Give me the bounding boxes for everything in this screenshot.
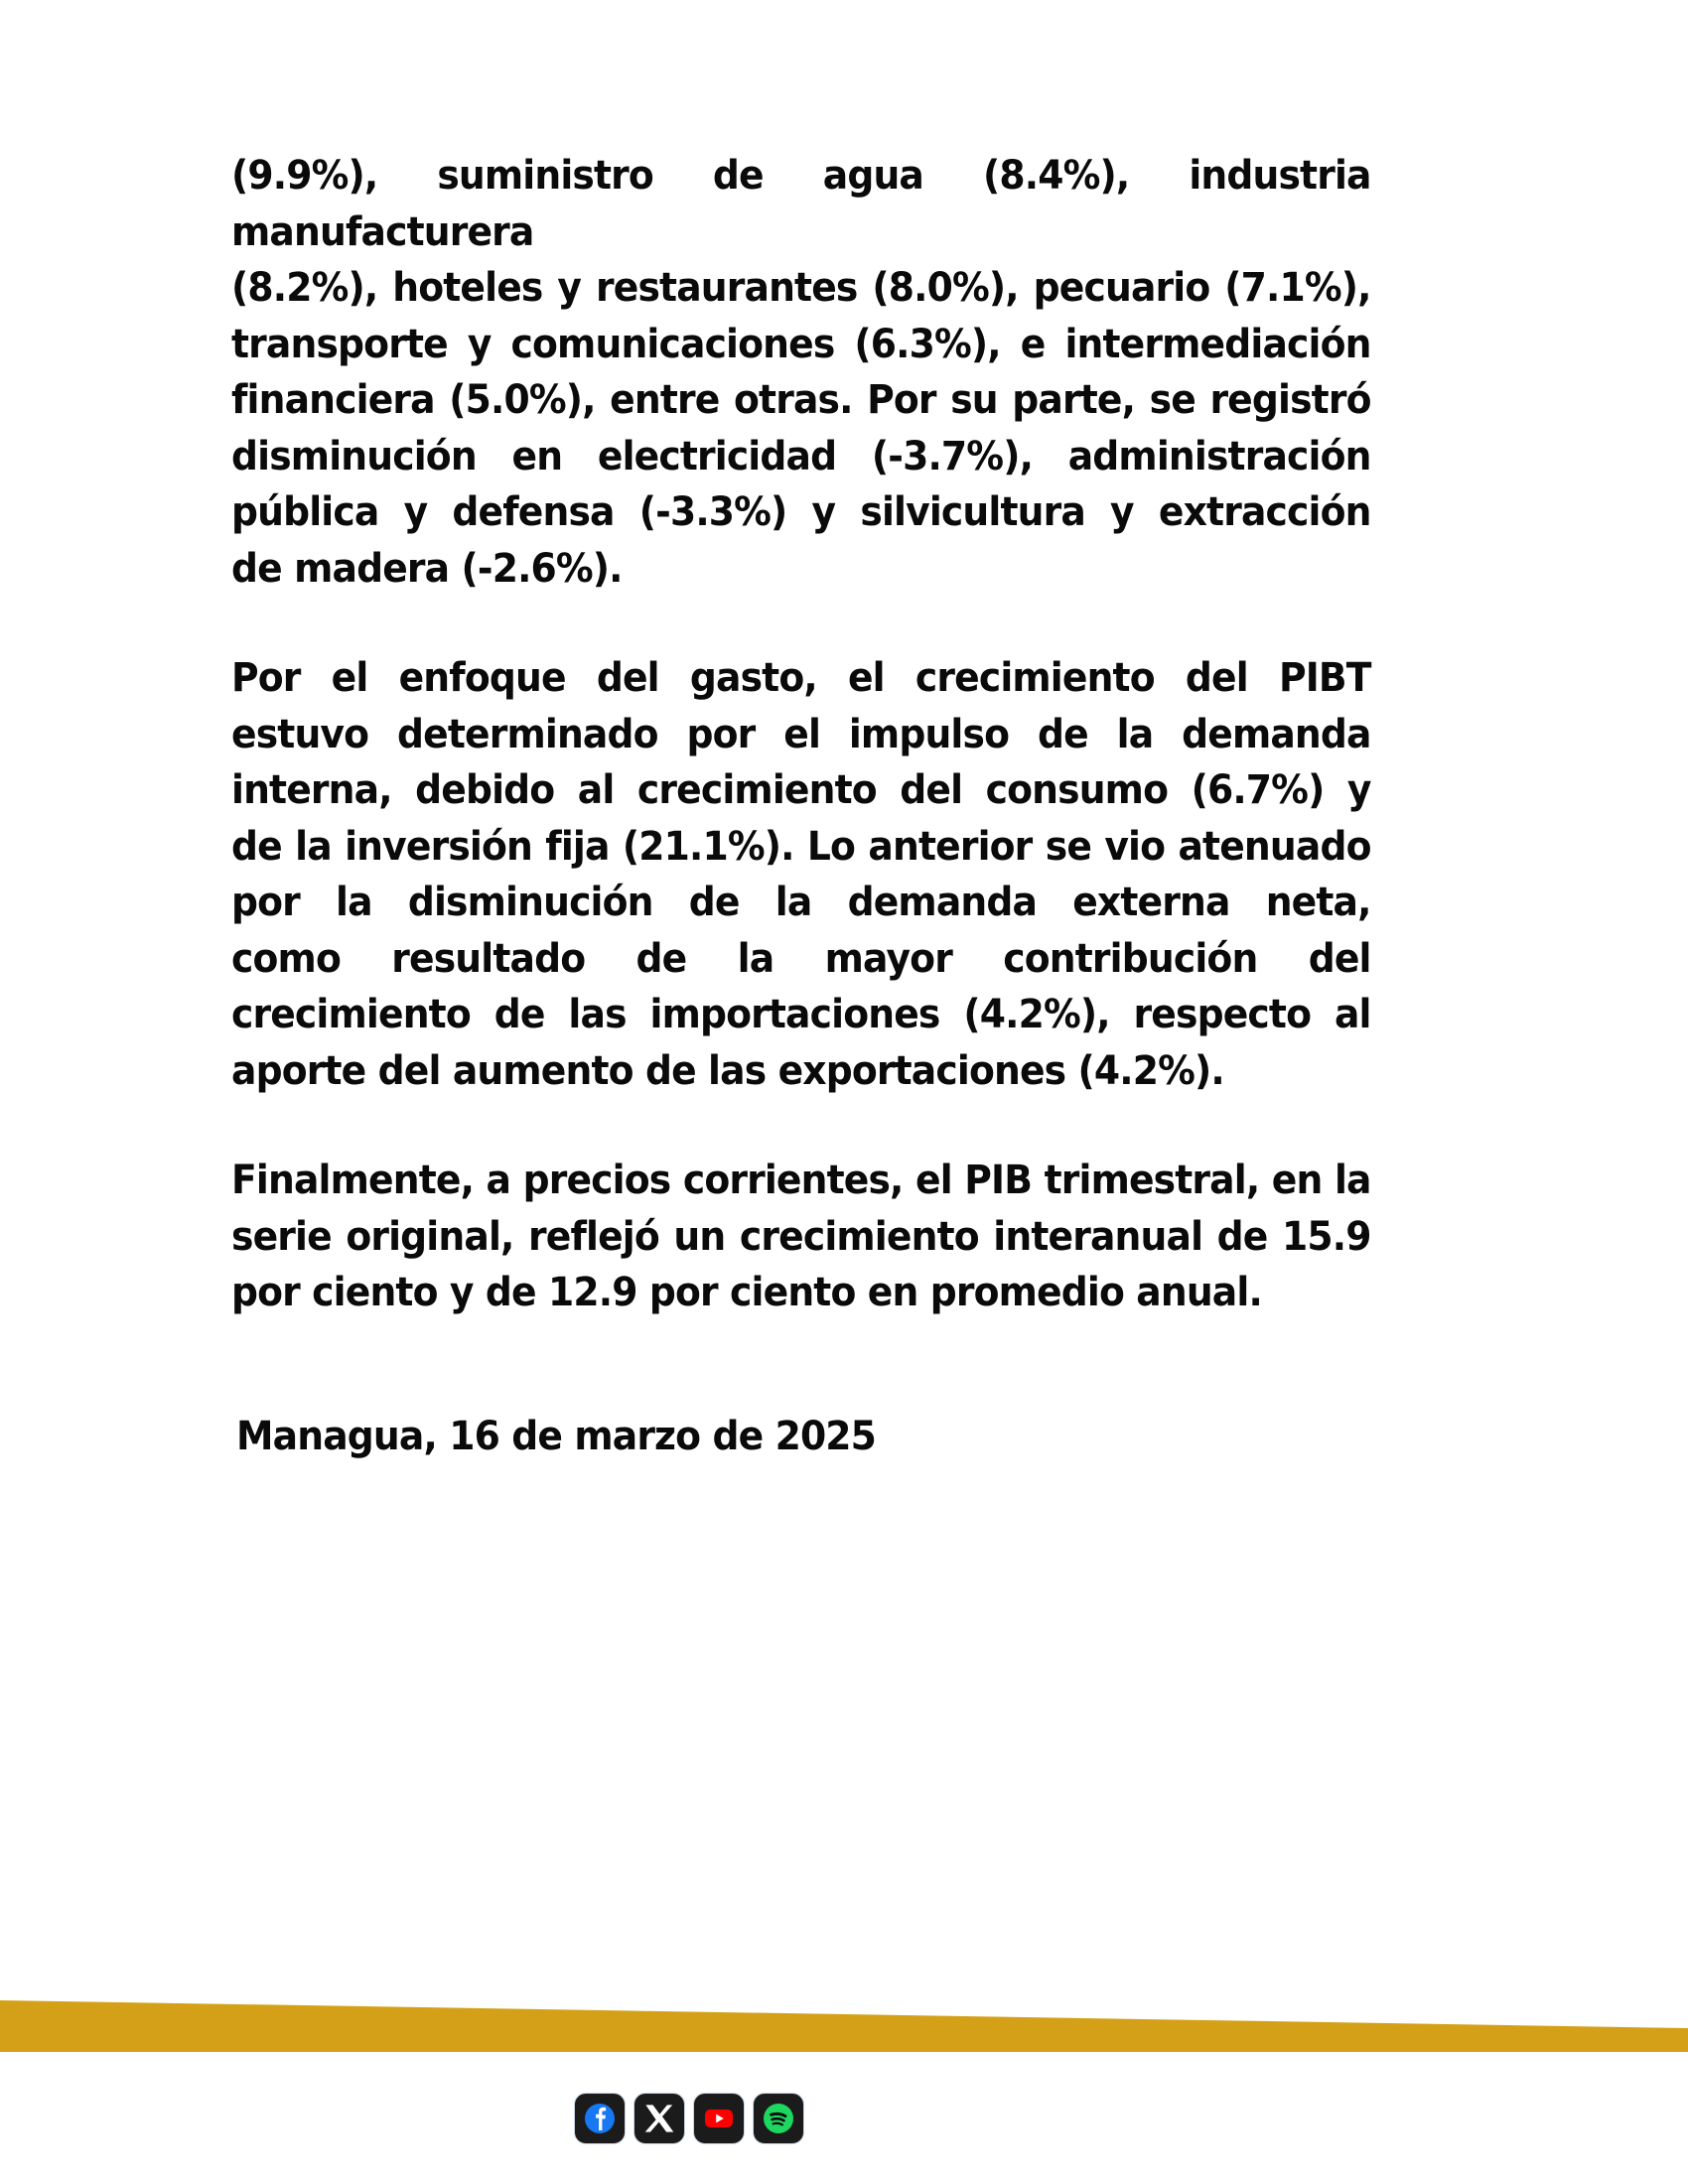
text-line: pública y defensa (-3.3%) y silvicultura y extracción: [231, 487, 1371, 535]
text-line: disminución en electricidad (-3.7%), administración: [231, 431, 1371, 479]
dateline: Managua, 16 de marzo de 2025: [236, 1412, 877, 1459]
text-line: de la inversión fija (21.1%). Lo anterior se vio atenuado: [231, 821, 1371, 870]
website-url[interactable]: www.bcn.gob.ni: [873, 2100, 1114, 2136]
text-line: por ciento y de 12.9 por ciento en promedio anual.: [231, 1268, 1262, 1315]
text-line: Finalmente, a precios corrientes, el PIB trimestral, en la: [231, 1156, 1371, 1203]
x-twitter-icon[interactable]: [633, 2093, 685, 2144]
gold-accent-band: [0, 2000, 1688, 2052]
paragraph-expenditure: [231, 649, 1371, 1098]
footer-content: [0, 2052, 1688, 2184]
text-line: por la disminución de la demanda externa neta,: [231, 878, 1371, 925]
youtube-icon[interactable]: [693, 2093, 745, 2144]
text-line: Por el enfoque del gasto, el crecimiento del PIBT: [231, 653, 1371, 701]
text-line: (9.9%), suministro de agua (8.4%), industria manufacturera: [231, 151, 1371, 255]
social-links: [574, 2088, 1114, 2149]
page-footer: [0, 1985, 1688, 2184]
text-line: crecimiento de las importaciones (4.2%), respecto al: [231, 990, 1371, 1037]
facebook-icon[interactable]: [574, 2093, 626, 2144]
paragraph-current-prices: [231, 1152, 1371, 1320]
text-line: serie original, reflejó un crecimiento interanual de 15.9: [231, 1211, 1371, 1260]
document-body: [231, 147, 1457, 1320]
text-line: interna, debido al crecimiento del consumo (6.7%) y: [231, 765, 1371, 813]
text-line: aporte del aumento de las exportaciones (4.2%).: [231, 1045, 1224, 1094]
text-line: estuvo determinado por el impulso de la demanda: [231, 709, 1371, 757]
text-line: (8.2%), hoteles y restaurantes (8.0%), pecuario (7.1%),: [231, 263, 1371, 311]
footer-divider: [836, 2088, 839, 2149]
paragraph-sectors: [231, 147, 1371, 596]
spotify-icon[interactable]: [753, 2093, 804, 2144]
text-line: financiera (5.0%), entre otras. Por su parte, se registró: [231, 375, 1371, 423]
text-line: de madera (-2.6%).: [231, 543, 623, 592]
text-line: como resultado de la mayor contribución del: [231, 933, 1371, 982]
text-line: transporte y comunicaciones (6.3%), e intermediación: [231, 319, 1371, 367]
